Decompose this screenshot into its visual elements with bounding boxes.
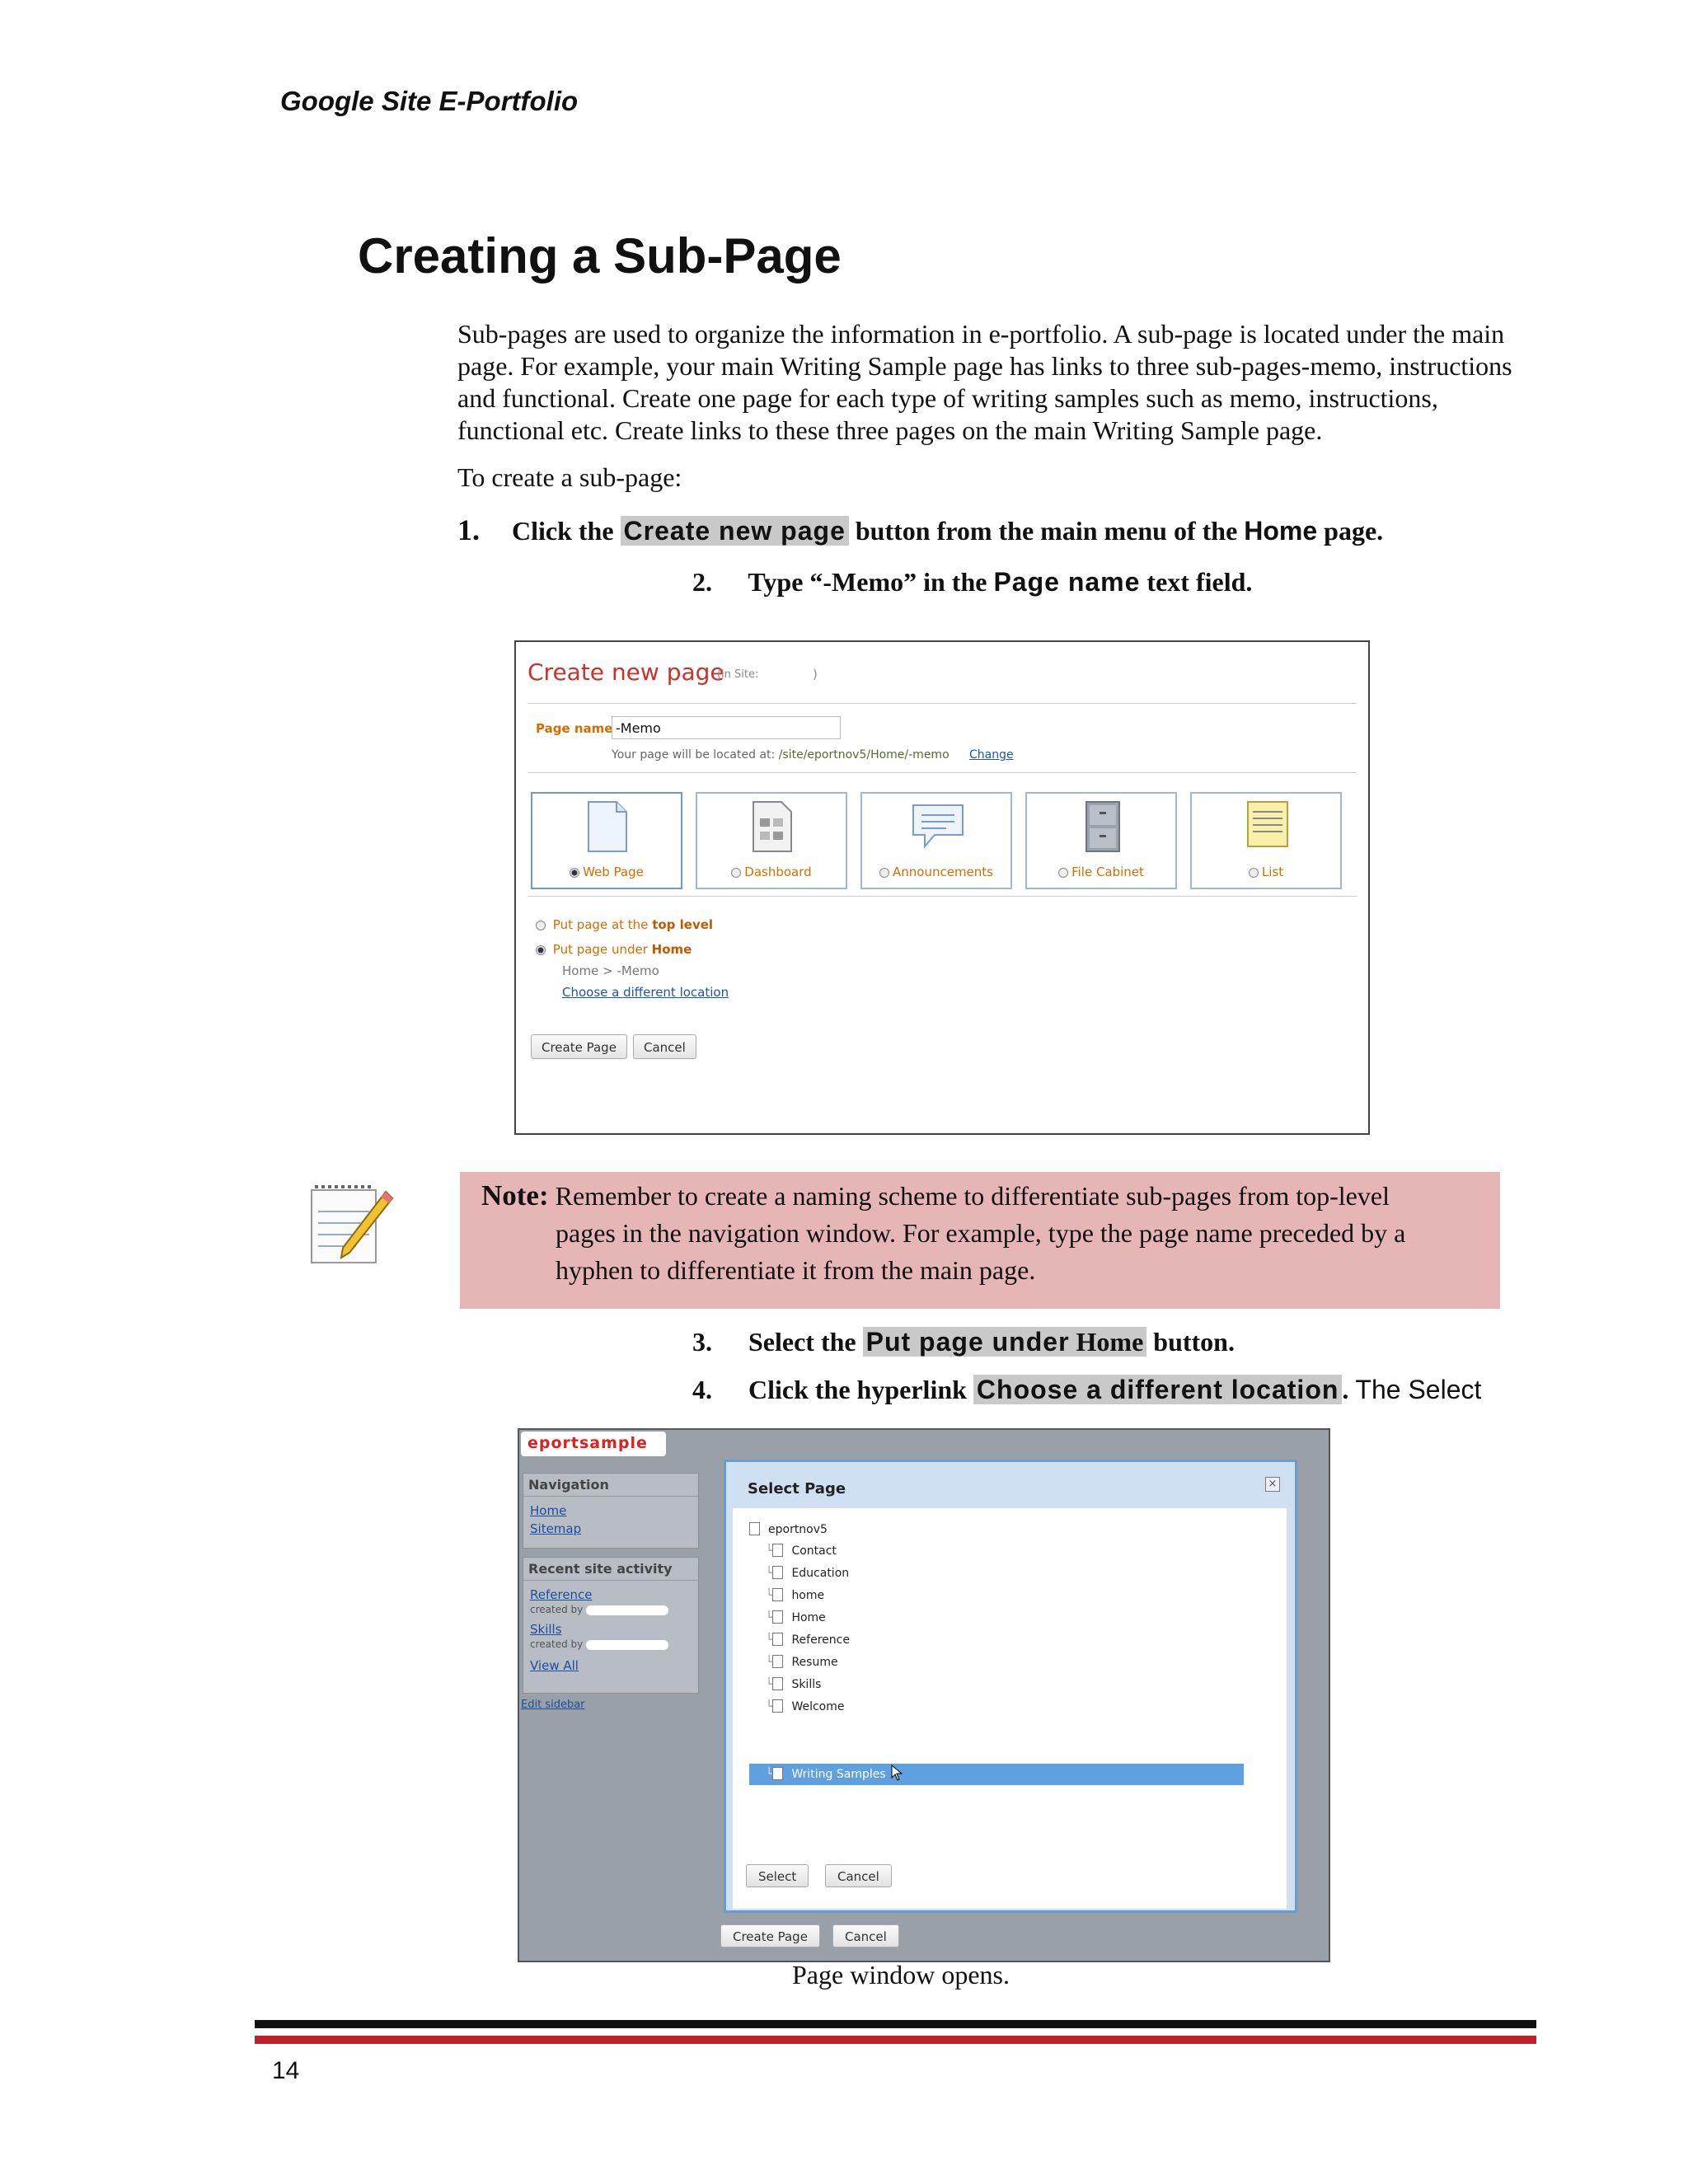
tree-connector: └ (766, 1544, 773, 1558)
option-radio[interactable] (536, 945, 546, 955)
step-1 (457, 513, 1383, 547)
page-title: Creating a Sub-Page (358, 228, 842, 284)
edit-sidebar-link[interactable]: Edit sidebar (521, 1699, 585, 1711)
running-header: Google Site E-Portfolio (280, 86, 579, 116)
list-icon (1246, 800, 1289, 848)
page-name-label: Page name (536, 721, 613, 736)
step-text: Select the (748, 1327, 856, 1357)
select-page-title: Select Page (748, 1480, 846, 1497)
template-file-cabinet[interactable] (1025, 792, 1177, 889)
create-new-page-screenshot (514, 640, 1370, 1135)
page-icon (772, 1544, 783, 1557)
select-button[interactable]: Select (746, 1864, 809, 1887)
tree-label: home (791, 1589, 825, 1602)
recent-link-reference[interactable]: Reference (530, 1587, 593, 1602)
choose-location-link[interactable]: Choose a different location (562, 985, 729, 1000)
tree-connector: └ (766, 1633, 773, 1647)
tree-root[interactable] (749, 1520, 828, 1540)
close-icon[interactable]: × (1265, 1477, 1280, 1492)
redacted-name (586, 1640, 668, 1650)
page-icon (772, 1610, 783, 1624)
nav-link-home[interactable]: Home (530, 1503, 567, 1518)
divider (528, 896, 1357, 897)
template-announcements[interactable] (860, 792, 1012, 889)
tree-label: Reference (791, 1633, 850, 1647)
recent-activity-heading: Recent site activity (523, 1558, 698, 1581)
option-bold: top level (652, 917, 714, 932)
step-text: text field. (1146, 567, 1253, 597)
option-text: Put page under (552, 942, 648, 957)
template-label: File Cabinet (1071, 865, 1144, 879)
tree-connector: └ (766, 1700, 773, 1713)
step-text: . (1342, 1375, 1349, 1404)
page-tree (733, 1508, 1287, 1909)
template-radio[interactable] (731, 868, 741, 878)
page-icon (772, 1677, 783, 1690)
tree-label: Home (791, 1611, 826, 1624)
location-path: /site/eportnov5/Home/-memo (778, 748, 950, 762)
tree-label: Education (791, 1567, 850, 1580)
in-site-close: ) (813, 667, 818, 682)
option-top-level[interactable] (536, 917, 713, 932)
location-breadcrumb: Home > -Memo (562, 963, 659, 978)
tree-item[interactable] (766, 1630, 850, 1650)
dialog-cancel-button[interactable]: Cancel (825, 1864, 892, 1887)
recent-link-skills[interactable]: Skills (530, 1622, 562, 1637)
select-page-screenshot (518, 1428, 1330, 1962)
step-text: button from the main menu of the (855, 516, 1238, 546)
tree-connector: └ (766, 1589, 773, 1602)
footer-rule-red (255, 2036, 1536, 2044)
cursor-icon (891, 1765, 904, 1781)
note-callout (460, 1172, 1500, 1309)
created-by-label: created by (530, 1604, 584, 1615)
note-continuation: pages in the navigation window. For example, type the page name preceded by a hyphen to differentiate it from the main page. (556, 1218, 1406, 1285)
page-name-ref: Page name (993, 567, 1141, 597)
tree-item[interactable] (766, 1697, 844, 1717)
home-ref: Home (1073, 1327, 1147, 1357)
announcements-icon (910, 802, 966, 851)
divider (528, 703, 1357, 704)
template-radio[interactable] (879, 868, 889, 878)
change-link[interactable]: Change (969, 748, 1014, 762)
tree-label: Resume (791, 1656, 838, 1669)
option-under-home[interactable] (536, 942, 692, 957)
tree-connector: └ (766, 1567, 773, 1580)
tree-connector: └ (766, 1611, 773, 1624)
in-site-label: (in Site: (717, 668, 759, 681)
page-name-field[interactable]: -Memo (612, 716, 841, 739)
dashboard-icon (752, 800, 798, 853)
redacted-name (586, 1605, 668, 1615)
page-icon (772, 1588, 783, 1601)
step-text: Click the hyperlink (748, 1375, 967, 1404)
notepad-pencil-icon (307, 1179, 397, 1269)
template-label: List (1261, 865, 1284, 879)
template-label: Announcements (893, 865, 993, 879)
step-text: Type “-Memo” in the (748, 567, 987, 597)
intro-paragraph: Sub-pages are used to organize the information in e-portfolio. A sub-page is located under the main page. For example, your main Writing Sample page has links to three sub-pages-memo, instructions and functional. Create one page for each type of writing samples such as memo, instructions, functional etc. Create links to these three pages on the main Writing Sample page. (457, 319, 1512, 445)
page-icon (772, 1767, 783, 1780)
home-ref: Home (1244, 516, 1318, 546)
bg-create-page-button[interactable]: Create Page (720, 1924, 820, 1947)
step-text: page. (1324, 516, 1384, 546)
note-first-line: Remember to create a naming scheme to differentiate sub-pages from top-level (555, 1181, 1390, 1211)
navigation-heading: Navigation (523, 1474, 698, 1497)
note-label: Note: (481, 1179, 549, 1212)
template-label: Web Page (583, 865, 644, 879)
bg-cancel-button[interactable]: Cancel (832, 1924, 899, 1947)
nav-link-sitemap[interactable]: Sitemap (530, 1521, 582, 1536)
recent-activity-panel (523, 1557, 699, 1694)
template-radio[interactable] (1058, 868, 1068, 878)
logo-text: eportsample (528, 1434, 648, 1452)
tree-item[interactable] (766, 1586, 824, 1605)
step-text: Click the (512, 516, 614, 546)
step-number: 2. (692, 567, 712, 597)
page-number: 14 (272, 2057, 300, 2084)
tree-connector: └ (766, 1656, 773, 1669)
template-list[interactable] (1190, 792, 1342, 889)
option-radio[interactable] (536, 921, 546, 930)
view-all-link[interactable]: View All (530, 1658, 579, 1673)
location-text (612, 748, 950, 762)
put-page-under-ref: Put page under (863, 1327, 1073, 1357)
template-web-page[interactable] (531, 792, 682, 889)
dialog-title: Create new page (528, 658, 724, 686)
location-prefix: Your page will be located at: (612, 748, 776, 762)
step-number: 1. (457, 513, 480, 546)
tree-item[interactable] (766, 1608, 826, 1628)
template-dashboard[interactable] (696, 792, 847, 889)
tree-item[interactable] (766, 1563, 849, 1583)
step-2 (692, 567, 1252, 598)
file-cabinet-icon (1085, 800, 1121, 853)
page-icon (772, 1655, 783, 1668)
tree-item[interactable] (766, 1675, 821, 1694)
web-page-icon (587, 800, 628, 853)
created-by-label: created by (530, 1638, 584, 1650)
divider (528, 772, 1357, 773)
step-3 (692, 1327, 1235, 1357)
screenshot-caption: Page window opens. (792, 1960, 1010, 1990)
template-label: Dashboard (744, 865, 812, 879)
to-create-line: To create a sub-page: (457, 462, 682, 492)
site-logo (521, 1432, 666, 1456)
option-bold: Home (651, 942, 692, 957)
tree-label: Writing Samples (791, 1768, 886, 1781)
tree-item-selected[interactable] (766, 1765, 904, 1784)
step-number: 4. (692, 1375, 712, 1404)
recent-meta (523, 1604, 698, 1615)
tree-connector: └ (766, 1678, 773, 1691)
choose-location-ref: Choose a different location (973, 1375, 1342, 1404)
recent-meta (523, 1638, 698, 1650)
template-radio[interactable] (570, 868, 579, 878)
page-icon (772, 1699, 783, 1713)
select-page-dialog (724, 1460, 1297, 1913)
step-number: 3. (692, 1327, 712, 1357)
option-text: Put page at the (552, 917, 649, 932)
tree-connector: └ (766, 1768, 773, 1781)
create-page-button[interactable]: Create Page (531, 1034, 627, 1059)
tree-label: eportnov5 (768, 1523, 828, 1536)
tree-item[interactable] (766, 1541, 837, 1561)
footer-rule-black (255, 2020, 1536, 2028)
step-4 (692, 1375, 1481, 1405)
template-radio[interactable] (1249, 868, 1259, 878)
navigation-panel (523, 1473, 699, 1549)
step-text: button. (1153, 1327, 1235, 1357)
page-icon (749, 1522, 760, 1535)
page-icon (772, 1566, 783, 1579)
step-trailing-text: The Select (1355, 1375, 1482, 1404)
note-text (481, 1177, 1487, 1289)
tree-label: Welcome (791, 1700, 845, 1713)
tree-item[interactable] (766, 1652, 838, 1672)
tree-label: Skills (791, 1678, 822, 1691)
create-new-page-ref: Create new page (621, 516, 849, 546)
tree-label: Contact (791, 1544, 837, 1558)
cancel-button[interactable]: Cancel (633, 1034, 696, 1059)
page-icon (772, 1633, 783, 1646)
